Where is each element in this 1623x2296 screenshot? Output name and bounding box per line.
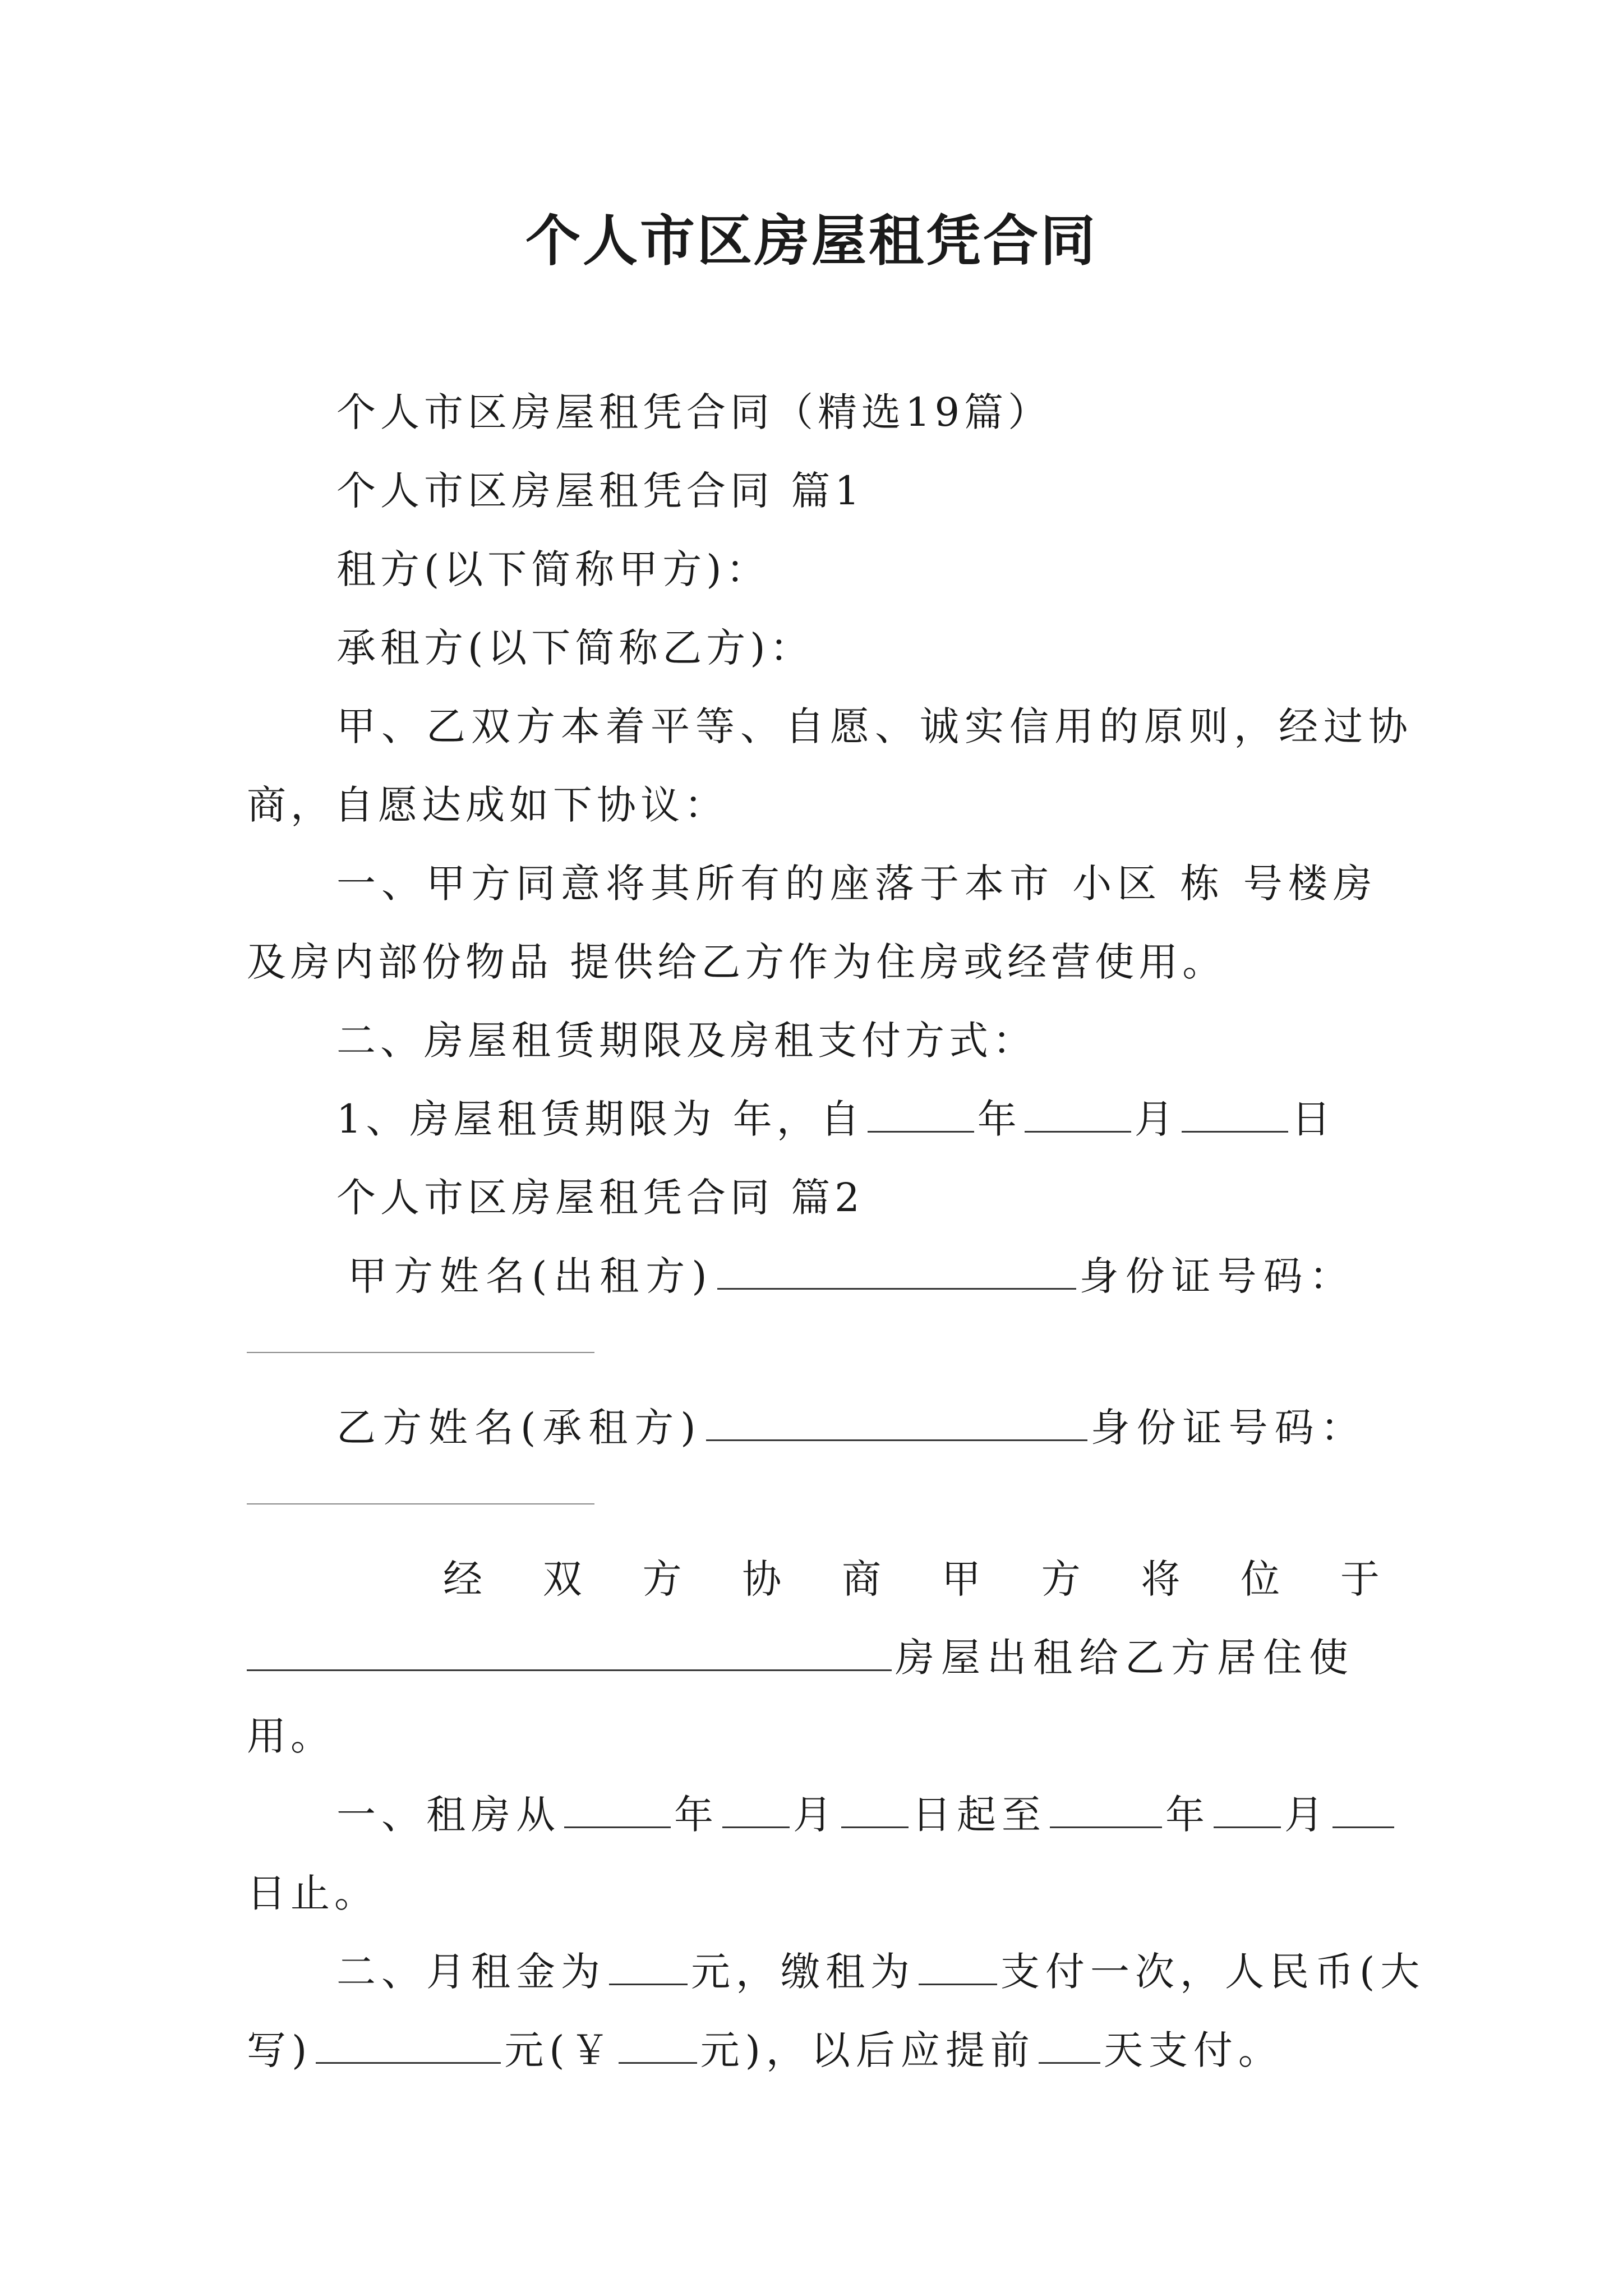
agreement-char: 双 xyxy=(542,1556,582,1602)
partyA-line xyxy=(348,1245,1355,1307)
partyA-id-blank xyxy=(247,1352,594,1353)
partyA-label: 甲方姓名(出租方) xyxy=(348,1253,714,1299)
partyB-line xyxy=(336,1397,1367,1458)
agreement-char: 方 xyxy=(1041,1556,1081,1602)
principle-line-2: 商，自愿达成如下协议： xyxy=(247,782,728,828)
item1-line-1: 一、甲方同意将其所有的座落于本市 小区 栋 号楼房 xyxy=(336,861,1378,907)
agreement-char: 甲 xyxy=(941,1556,981,1602)
payment-cycle-blank xyxy=(919,1949,997,1985)
agreement-line-3: 用。 xyxy=(247,1713,334,1759)
start-day-blank xyxy=(841,1792,909,1828)
rent-amount-line-2 xyxy=(247,2019,1283,2081)
agreement-char: 商 xyxy=(842,1556,882,1602)
monthly-rent-blank xyxy=(609,1949,688,1985)
rent-amount-line-1 xyxy=(336,1941,1425,2003)
uppercase-amount-blank xyxy=(316,2027,501,2064)
principle-line-1: 甲、乙双方本着平等、自愿、诚实信用的原则，经过协 xyxy=(336,703,1413,749)
rent-period-line xyxy=(336,1784,1398,1846)
advance-days-blank xyxy=(1039,2027,1100,2064)
item2-line: 二、房屋租赁期限及房租支付方式： xyxy=(336,1018,1036,1064)
partyB-id-blank xyxy=(247,1503,594,1504)
partyB-label: 乙方姓名(承租方) xyxy=(336,1405,703,1451)
end-month-label: 月 xyxy=(1284,1792,1329,1838)
end-year-label: 年 xyxy=(1165,1792,1210,1838)
agreement-line-1 xyxy=(443,1548,1380,1610)
agreement-char: 将 xyxy=(1141,1556,1181,1602)
uppercase-label: 写) xyxy=(247,2027,313,2073)
lease-term-text: 1、房屋租赁期限为 年，自 xyxy=(336,1096,864,1142)
item1-line-2: 及房内部份物品 提供给乙方作为住房或经营使用。 xyxy=(247,939,1227,985)
agreement-char: 经 xyxy=(443,1556,482,1602)
agreement-char: 方 xyxy=(642,1556,682,1602)
start-month-blank xyxy=(722,1792,790,1828)
agreement-char: 协 xyxy=(742,1556,782,1602)
agreement-text: 房屋出租给乙方居住使 xyxy=(895,1635,1355,1681)
agreement-char: 于 xyxy=(1340,1556,1380,1602)
month-blank xyxy=(1025,1096,1131,1133)
section-heading-1: 个人市区房屋租凭合同 篇1 xyxy=(336,468,864,514)
partyA-blank xyxy=(717,1253,1076,1290)
end-month-blank xyxy=(1214,1792,1281,1828)
yuan-currency-label: 元(￥ xyxy=(504,2027,615,2073)
rent-period-text: 一、租房从 xyxy=(336,1792,561,1838)
lessor-line: 租方(以下简称甲方)： xyxy=(336,546,770,592)
partyB-blank xyxy=(706,1405,1087,1441)
payment-text: 支付一次，人民币(大 xyxy=(1000,1949,1426,1995)
day-label: 日 xyxy=(1291,1096,1335,1142)
lessee-line: 承租方(以下简称乙方)： xyxy=(336,625,814,671)
agreement-line-2 xyxy=(247,1627,1355,1688)
days-text: 天支付。 xyxy=(1103,2027,1283,2073)
partyB-id-label: 身份证号码： xyxy=(1090,1405,1367,1451)
year-label: 年 xyxy=(977,1096,1021,1142)
lease-term-line xyxy=(336,1088,1335,1150)
end-year-blank xyxy=(1050,1792,1162,1828)
rent-yuan-label: 元，缴租为 xyxy=(691,1949,915,1995)
start-day-label: 日起至 xyxy=(912,1792,1046,1838)
intro-line: 个人市区房屋租凭合同（精选19篇） xyxy=(336,389,1052,435)
month-label: 月 xyxy=(1134,1096,1178,1142)
document-title: 个人市区房屋租凭合同 xyxy=(525,209,1098,273)
start-year-blank xyxy=(564,1792,671,1828)
end-day-blank xyxy=(1332,1792,1394,1828)
address-blank xyxy=(247,1635,892,1671)
partyA-id-label: 身份证号码： xyxy=(1079,1253,1355,1299)
section-heading-2: 个人市区房屋租凭合同 篇2 xyxy=(336,1175,864,1221)
start-month-label: 月 xyxy=(793,1792,838,1838)
start-year-label: 年 xyxy=(674,1792,719,1838)
numeric-amount-blank xyxy=(619,2027,697,2064)
rent-period-end: 日止。 xyxy=(247,1870,378,1916)
rent-amount-text: 二、月租金为 xyxy=(336,1949,606,1995)
year-blank xyxy=(868,1096,974,1133)
day-blank xyxy=(1182,1096,1288,1133)
advance-text: 元)，以后应提前 xyxy=(700,2027,1035,2073)
agreement-char: 位 xyxy=(1241,1556,1280,1602)
